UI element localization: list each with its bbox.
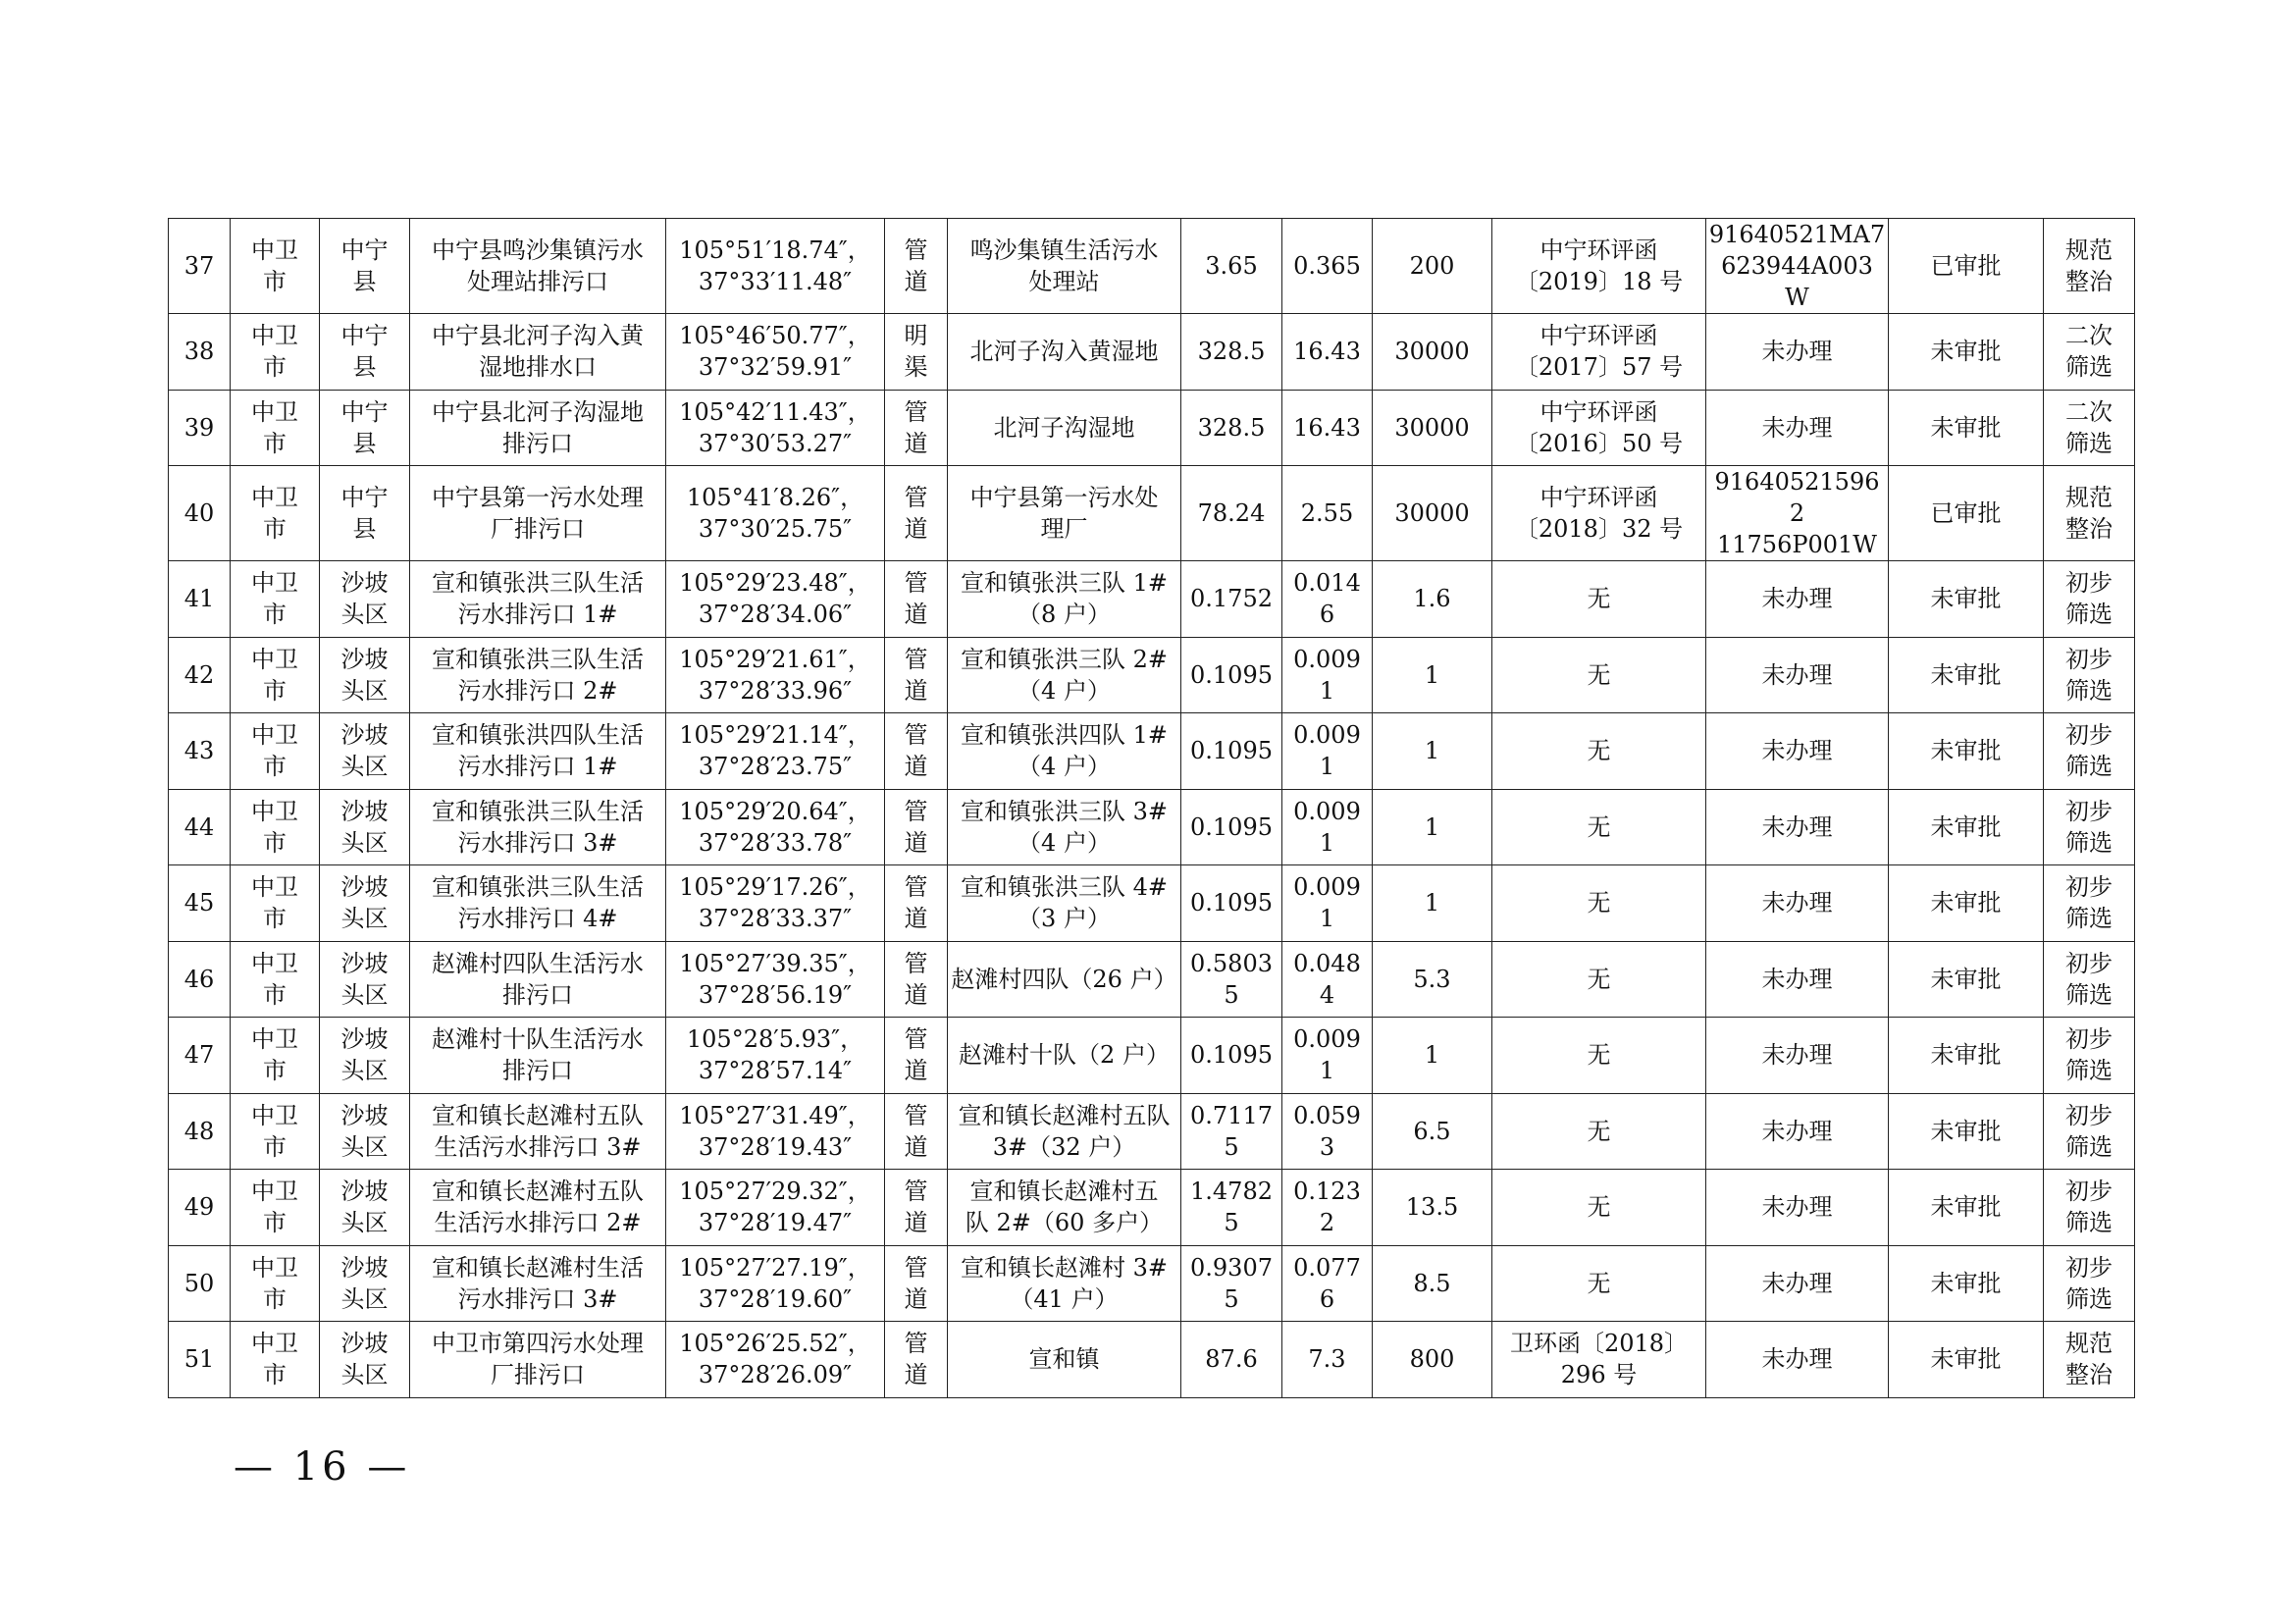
value-3-cell: 1 — [1373, 789, 1492, 865]
permit-number-cell: 未办理 — [1706, 390, 1889, 466]
table-row — [169, 314, 2135, 391]
permit-number-cell: 未办理 — [1706, 637, 1889, 713]
county-cell: 中宁 县 — [320, 390, 410, 466]
county-cell: 沙坡 头区 — [320, 941, 410, 1018]
action-cell: 初步 筛选 — [2044, 637, 2135, 713]
outfall-name-cell: 宣和镇长赵滩村生活 污水排污口 3# — [410, 1245, 666, 1322]
discharge-source-cell: 宣和镇张洪三队 1# （8 户） — [948, 561, 1181, 638]
city-cell: 中卫 市 — [231, 713, 320, 790]
approval-status-cell: 未审批 — [1889, 314, 2044, 391]
discharge-type-cell: 管 道 — [885, 1170, 948, 1246]
value-1-cell: 0.1095 — [1181, 637, 1282, 713]
city-cell: 中卫 市 — [231, 1170, 320, 1246]
discharge-source-cell: 赵滩村十队（2 户） — [948, 1018, 1181, 1094]
row-number-cell: 42 — [169, 637, 231, 713]
table-row — [169, 1093, 2135, 1170]
row-number-cell: 48 — [169, 1093, 231, 1170]
city-cell: 中卫 市 — [231, 865, 320, 942]
row-number-cell: 49 — [169, 1170, 231, 1246]
eia-document-cell: 中宁环评函 〔2016〕50 号 — [1492, 390, 1706, 466]
page-number: — 16 — — [234, 1444, 411, 1490]
eia-document-cell: 无 — [1492, 713, 1706, 790]
discharge-source-cell: 赵滩村四队（26 户） — [948, 941, 1181, 1018]
discharge-type-cell: 管 道 — [885, 1322, 948, 1398]
permit-number-cell: 未办理 — [1706, 1093, 1889, 1170]
coordinates-cell: 105°27′39.35″， 37°28′56.19″ — [666, 941, 885, 1018]
value-2-cell: 7.3 — [1282, 1322, 1373, 1398]
approval-status-cell: 已审批 — [1889, 466, 2044, 561]
action-cell: 二次 筛选 — [2044, 314, 2135, 391]
action-cell: 二次 筛选 — [2044, 390, 2135, 466]
row-number-cell: 51 — [169, 1322, 231, 1398]
outfall-name-cell: 宣和镇长赵滩村五队 生活污水排污口 2# — [410, 1170, 666, 1246]
table-row — [169, 713, 2135, 790]
discharge-type-cell: 管 道 — [885, 390, 948, 466]
value-3-cell: 30000 — [1373, 314, 1492, 391]
row-number-cell: 43 — [169, 713, 231, 790]
outfall-name-cell: 宣和镇张洪三队生活 污水排污口 1# — [410, 561, 666, 638]
coordinates-cell: 105°51′18.74″， 37°33′11.48″ — [666, 219, 885, 314]
discharge-type-cell: 管 道 — [885, 1018, 948, 1094]
action-cell: 规范 整治 — [2044, 1322, 2135, 1398]
action-cell: 初步 筛选 — [2044, 1018, 2135, 1094]
outfall-name-cell: 宣和镇张洪三队生活 污水排污口 3# — [410, 789, 666, 865]
row-number-cell: 45 — [169, 865, 231, 942]
outfall-name-cell: 中卫市第四污水处理 厂排污口 — [410, 1322, 666, 1398]
coordinates-cell: 105°28′5.93″， 37°28′57.14″ — [666, 1018, 885, 1094]
value-3-cell: 5.3 — [1373, 941, 1492, 1018]
discharge-source-cell: 北河子沟湿地 — [948, 390, 1181, 466]
value-1-cell: 328.5 — [1181, 390, 1282, 466]
eia-document-cell: 无 — [1492, 789, 1706, 865]
table-row — [169, 789, 2135, 865]
value-1-cell: 0.1095 — [1181, 1018, 1282, 1094]
value-1-cell: 0.1752 — [1181, 561, 1282, 638]
discharge-type-cell: 管 道 — [885, 637, 948, 713]
approval-status-cell: 未审批 — [1889, 637, 2044, 713]
row-number-cell: 46 — [169, 941, 231, 1018]
table-row — [169, 390, 2135, 466]
city-cell: 中卫 市 — [231, 637, 320, 713]
permit-number-cell: 未办理 — [1706, 1170, 1889, 1246]
eia-document-cell: 无 — [1492, 941, 1706, 1018]
value-1-cell: 0.5803 5 — [1181, 941, 1282, 1018]
value-2-cell: 0.365 — [1282, 219, 1373, 314]
eia-document-cell: 无 — [1492, 561, 1706, 638]
row-number-cell: 47 — [169, 1018, 231, 1094]
value-2-cell: 0.123 2 — [1282, 1170, 1373, 1246]
approval-status-cell: 未审批 — [1889, 561, 2044, 638]
discharge-source-cell: 鸣沙集镇生活污水 处理站 — [948, 219, 1181, 314]
value-1-cell: 87.6 — [1181, 1322, 1282, 1398]
discharge-source-cell: 中宁县第一污水处 理厂 — [948, 466, 1181, 561]
eia-document-cell: 无 — [1492, 1018, 1706, 1094]
discharge-source-cell: 宣和镇长赵滩村五 队 2#（60 多户） — [948, 1170, 1181, 1246]
city-cell: 中卫 市 — [231, 1018, 320, 1094]
eia-document-cell: 中宁环评函 〔2018〕32 号 — [1492, 466, 1706, 561]
approval-status-cell: 未审批 — [1889, 1093, 2044, 1170]
city-cell: 中卫 市 — [231, 466, 320, 561]
value-2-cell: 0.009 1 — [1282, 789, 1373, 865]
outfall-name-cell: 中宁县北河子沟入黄 湿地排水口 — [410, 314, 666, 391]
county-cell: 中宁 县 — [320, 219, 410, 314]
city-cell: 中卫 市 — [231, 941, 320, 1018]
approval-status-cell: 未审批 — [1889, 941, 2044, 1018]
coordinates-cell: 105°26′25.52″， 37°28′26.09″ — [666, 1322, 885, 1398]
permit-number-cell: 未办理 — [1706, 941, 1889, 1018]
eia-document-cell: 无 — [1492, 1093, 1706, 1170]
approval-status-cell: 未审批 — [1889, 1245, 2044, 1322]
city-cell: 中卫 市 — [231, 219, 320, 314]
coordinates-cell: 105°29′21.61″， 37°28′33.96″ — [666, 637, 885, 713]
permit-number-cell: 未办理 — [1706, 561, 1889, 638]
county-cell: 中宁 县 — [320, 466, 410, 561]
county-cell: 沙坡 头区 — [320, 1170, 410, 1246]
value-2-cell: 16.43 — [1282, 314, 1373, 391]
value-1-cell: 0.1095 — [1181, 865, 1282, 942]
value-3-cell: 6.5 — [1373, 1093, 1492, 1170]
county-cell: 沙坡 头区 — [320, 1322, 410, 1398]
permit-number-cell: 未办理 — [1706, 865, 1889, 942]
value-2-cell: 2.55 — [1282, 466, 1373, 561]
table-row — [169, 466, 2135, 561]
county-cell: 沙坡 头区 — [320, 1018, 410, 1094]
discharge-source-cell: 宣和镇 — [948, 1322, 1181, 1398]
approval-status-cell: 未审批 — [1889, 390, 2044, 466]
value-3-cell: 8.5 — [1373, 1245, 1492, 1322]
table-row — [169, 1245, 2135, 1322]
row-number-cell: 39 — [169, 390, 231, 466]
discharge-type-cell: 管 道 — [885, 1245, 948, 1322]
action-cell: 规范 整治 — [2044, 219, 2135, 314]
value-3-cell: 30000 — [1373, 390, 1492, 466]
discharge-source-cell: 宣和镇长赵滩村五队 3#（32 户） — [948, 1093, 1181, 1170]
outfall-name-cell: 中宁县第一污水处理 厂排污口 — [410, 466, 666, 561]
coordinates-cell: 105°29′21.14″， 37°28′23.75″ — [666, 713, 885, 790]
discharge-source-cell: 北河子沟入黄湿地 — [948, 314, 1181, 391]
discharge-type-cell: 管 道 — [885, 219, 948, 314]
discharge-source-cell: 宣和镇张洪三队 3# （4 户） — [948, 789, 1181, 865]
outfall-name-cell: 赵滩村十队生活污水 排污口 — [410, 1018, 666, 1094]
discharge-type-cell: 管 道 — [885, 561, 948, 638]
value-1-cell: 0.1095 — [1181, 713, 1282, 790]
discharge-source-cell: 宣和镇张洪三队 4# （3 户） — [948, 865, 1181, 942]
value-3-cell: 1 — [1373, 865, 1492, 942]
coordinates-cell: 105°29′23.48″， 37°28′34.06″ — [666, 561, 885, 638]
eia-document-cell: 无 — [1492, 1170, 1706, 1246]
county-cell: 中宁 县 — [320, 314, 410, 391]
coordinates-cell: 105°27′31.49″， 37°28′19.43″ — [666, 1093, 885, 1170]
city-cell: 中卫 市 — [231, 314, 320, 391]
permit-number-cell: 916405215962 11756P001W — [1706, 466, 1889, 561]
table-row — [169, 1018, 2135, 1094]
coordinates-cell: 105°27′29.32″， 37°28′19.47″ — [666, 1170, 885, 1246]
row-number-cell: 37 — [169, 219, 231, 314]
value-1-cell: 1.4782 5 — [1181, 1170, 1282, 1246]
action-cell: 初步 筛选 — [2044, 1245, 2135, 1322]
county-cell: 沙坡 头区 — [320, 789, 410, 865]
discharge-type-cell: 管 道 — [885, 865, 948, 942]
county-cell: 沙坡 头区 — [320, 1245, 410, 1322]
value-1-cell: 0.7117 5 — [1181, 1093, 1282, 1170]
value-3-cell: 800 — [1373, 1322, 1492, 1398]
approval-status-cell: 未审批 — [1889, 1170, 2044, 1246]
action-cell: 初步 筛选 — [2044, 1170, 2135, 1246]
permit-number-cell: 91640521MA7 623944A003 W — [1706, 219, 1889, 314]
discharge-type-cell: 管 道 — [885, 713, 948, 790]
discharge-type-cell: 管 道 — [885, 1093, 948, 1170]
discharge-type-cell: 明 渠 — [885, 314, 948, 391]
coordinates-cell: 105°27′27.19″， 37°28′19.60″ — [666, 1245, 885, 1322]
eia-document-cell: 中宁环评函 〔2019〕18 号 — [1492, 219, 1706, 314]
permit-number-cell: 未办理 — [1706, 1245, 1889, 1322]
permit-number-cell: 未办理 — [1706, 314, 1889, 391]
row-number-cell: 40 — [169, 466, 231, 561]
row-number-cell: 38 — [169, 314, 231, 391]
value-3-cell: 30000 — [1373, 466, 1492, 561]
action-cell: 初步 筛选 — [2044, 713, 2135, 790]
discharge-type-cell: 管 道 — [885, 941, 948, 1018]
outfall-name-cell: 赵滩村四队生活污水 排污口 — [410, 941, 666, 1018]
value-3-cell: 13.5 — [1373, 1170, 1492, 1246]
value-3-cell: 1 — [1373, 637, 1492, 713]
value-3-cell: 1.6 — [1373, 561, 1492, 638]
table-row — [169, 865, 2135, 942]
discharge-source-cell: 宣和镇张洪三队 2# （4 户） — [948, 637, 1181, 713]
row-number-cell: 41 — [169, 561, 231, 638]
action-cell: 初步 筛选 — [2044, 561, 2135, 638]
action-cell: 初步 筛选 — [2044, 865, 2135, 942]
outfall-name-cell: 中宁县鸣沙集镇污水 处理站排污口 — [410, 219, 666, 314]
table-body — [169, 219, 2135, 1398]
discharge-source-cell: 宣和镇长赵滩村 3# （41 户） — [948, 1245, 1181, 1322]
table-row — [169, 219, 2135, 314]
county-cell: 沙坡 头区 — [320, 1093, 410, 1170]
city-cell: 中卫 市 — [231, 1093, 320, 1170]
value-3-cell: 1 — [1373, 713, 1492, 790]
value-3-cell: 200 — [1373, 219, 1492, 314]
value-2-cell: 0.009 1 — [1282, 713, 1373, 790]
permit-number-cell: 未办理 — [1706, 789, 1889, 865]
value-2-cell: 0.009 1 — [1282, 1018, 1373, 1094]
table-row — [169, 637, 2135, 713]
value-1-cell: 328.5 — [1181, 314, 1282, 391]
approval-status-cell: 未审批 — [1889, 1018, 2044, 1094]
eia-document-cell: 中宁环评函 〔2017〕57 号 — [1492, 314, 1706, 391]
coordinates-cell: 105°41′8.26″， 37°30′25.75″ — [666, 466, 885, 561]
table-row — [169, 561, 2135, 638]
coordinates-cell: 105°29′20.64″， 37°28′33.78″ — [666, 789, 885, 865]
value-3-cell: 1 — [1373, 1018, 1492, 1094]
value-2-cell: 0.048 4 — [1282, 941, 1373, 1018]
value-2-cell: 0.009 1 — [1282, 865, 1373, 942]
action-cell: 初步 筛选 — [2044, 789, 2135, 865]
eia-document-cell: 卫环函〔2018〕 296 号 — [1492, 1322, 1706, 1398]
city-cell: 中卫 市 — [231, 390, 320, 466]
table-row — [169, 1322, 2135, 1398]
outfall-name-cell: 宣和镇张洪三队生活 污水排污口 4# — [410, 865, 666, 942]
action-cell: 规范 整治 — [2044, 466, 2135, 561]
coordinates-cell: 105°46′50.77″， 37°32′59.91″ — [666, 314, 885, 391]
discharge-type-cell: 管 道 — [885, 789, 948, 865]
outfall-table — [168, 218, 2135, 1398]
permit-number-cell: 未办理 — [1706, 713, 1889, 790]
city-cell: 中卫 市 — [231, 789, 320, 865]
permit-number-cell: 未办理 — [1706, 1322, 1889, 1398]
coordinates-cell: 105°42′11.43″， 37°30′53.27″ — [666, 390, 885, 466]
value-2-cell: 0.059 3 — [1282, 1093, 1373, 1170]
county-cell: 沙坡 头区 — [320, 561, 410, 638]
value-1-cell: 0.1095 — [1181, 789, 1282, 865]
action-cell: 初步 筛选 — [2044, 1093, 2135, 1170]
permit-number-cell: 未办理 — [1706, 1018, 1889, 1094]
value-2-cell: 0.014 6 — [1282, 561, 1373, 638]
value-2-cell: 16.43 — [1282, 390, 1373, 466]
discharge-type-cell: 管 道 — [885, 466, 948, 561]
approval-status-cell: 已审批 — [1889, 219, 2044, 314]
value-1-cell: 0.9307 5 — [1181, 1245, 1282, 1322]
outfall-name-cell: 宣和镇张洪四队生活 污水排污口 1# — [410, 713, 666, 790]
eia-document-cell: 无 — [1492, 1245, 1706, 1322]
value-1-cell: 3.65 — [1181, 219, 1282, 314]
table-row — [169, 941, 2135, 1018]
eia-document-cell: 无 — [1492, 865, 1706, 942]
city-cell: 中卫 市 — [231, 561, 320, 638]
outfall-name-cell: 宣和镇长赵滩村五队 生活污水排污口 3# — [410, 1093, 666, 1170]
table-row — [169, 1170, 2135, 1246]
approval-status-cell: 未审批 — [1889, 865, 2044, 942]
value-1-cell: 78.24 — [1181, 466, 1282, 561]
approval-status-cell: 未审批 — [1889, 1322, 2044, 1398]
outfall-name-cell: 宣和镇张洪三队生活 污水排污口 2# — [410, 637, 666, 713]
row-number-cell: 50 — [169, 1245, 231, 1322]
city-cell: 中卫 市 — [231, 1245, 320, 1322]
approval-status-cell: 未审批 — [1889, 789, 2044, 865]
coordinates-cell: 105°29′17.26″， 37°28′33.37″ — [666, 865, 885, 942]
value-2-cell: 0.077 6 — [1282, 1245, 1373, 1322]
discharge-source-cell: 宣和镇张洪四队 1# （4 户） — [948, 713, 1181, 790]
row-number-cell: 44 — [169, 789, 231, 865]
city-cell: 中卫 市 — [231, 1322, 320, 1398]
county-cell: 沙坡 头区 — [320, 865, 410, 942]
approval-status-cell: 未审批 — [1889, 713, 2044, 790]
value-2-cell: 0.009 1 — [1282, 637, 1373, 713]
county-cell: 沙坡 头区 — [320, 713, 410, 790]
outfall-name-cell: 中宁县北河子沟湿地 排污口 — [410, 390, 666, 466]
county-cell: 沙坡 头区 — [320, 637, 410, 713]
action-cell: 初步 筛选 — [2044, 941, 2135, 1018]
eia-document-cell: 无 — [1492, 637, 1706, 713]
